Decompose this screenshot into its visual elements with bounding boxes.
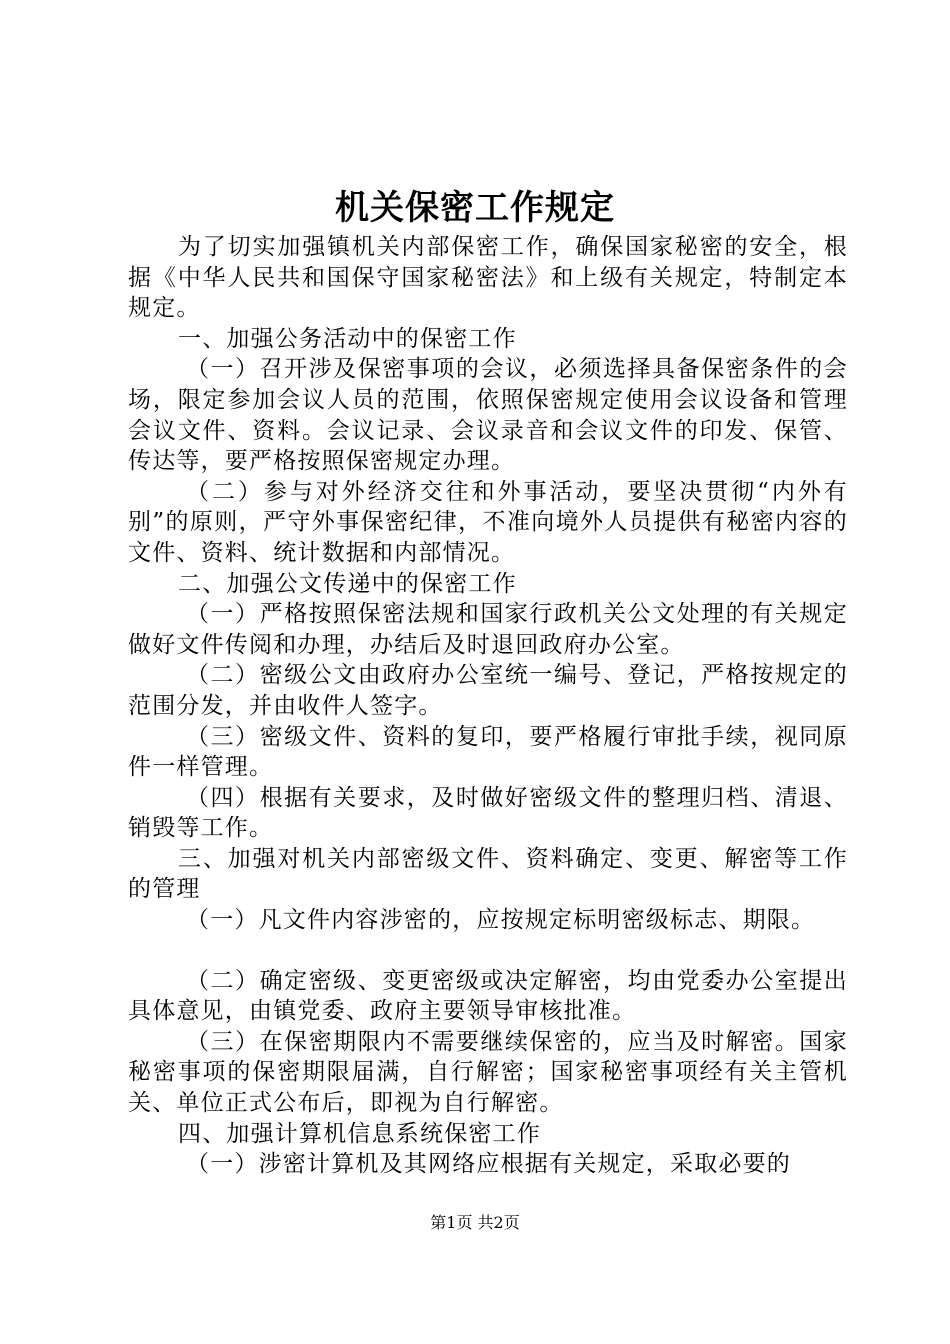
section-1-item-2: （二）参与对外经济交往和外事活动，要坚决贯彻“内外有别”的原则，严守外事保密纪律，不准向境外人员提供有秘密内容的文件、资料、统计数据和内部情况。 (128, 478, 848, 566)
section-1-item-1: （一）召开涉及保密事项的会议，必须选择具备保密条件的会场，限定参加会议人员的范围，依照保密规定使用会议设备和管理会议文件、资料。会议记录、会议录音和会议文件的印发、保管、传达等，要严格按照保密规定办理。 (128, 356, 848, 475)
section-3-item-2: （二）确定密级、变更密级或决定解密，均由党委办公室提出具体意见，由镇党委、政府主要领导审核批准。 (128, 967, 848, 1025)
section-3-item-1: （一）凡文件内容涉密的，应按规定标明密级标志、期限。 (186, 907, 816, 934)
section-2-item-2: （二）密级公文由政府办公室统一编号、登记，严格按规定的范围分发，并由收件人签字。 (128, 662, 848, 719)
section-3-item-3: （三）在保密期限内不需要继续保密的，应当及时解密。国家秘密事项的保密期限届满，自行解密；国家秘密事项经有关主管机关、单位正式公布后，即视为自行解密。 (128, 1028, 848, 1117)
section-2-item-3: （三）密级文件、资料的复印，要严格履行审批手续，视同原件一样管理。 (128, 723, 848, 781)
section-heading-4: 四、加强计算机信息系统保密工作 (178, 1120, 541, 1147)
document-title: 机关保密工作规定 (335, 188, 615, 228)
section-heading-3: 三、加强对机关内部密级文件、资料确定、变更、解密等工作的管理 (128, 845, 848, 903)
section-4-item-1: （一）涉密计算机及其网络应根据有关规定，采取必要的 (186, 1151, 791, 1178)
section-heading-2: 二、加强公文传递中的保密工作 (178, 570, 517, 597)
section-heading-1: 一、加强公务活动中的保密工作 (178, 325, 517, 352)
document-body (128, 232, 848, 1180)
intro-paragraph: 为了切实加强镇机关内部保密工作，确保国家秘密的安全，根据《中华人民共和国保守国家秘密法》和上级有关规定，特制定本规定。 (128, 234, 848, 322)
section-2-item-1: （一）严格按照保密法规和国家行政机关公文处理的有关规定做好文件传阅和办理，办结后及时退回政府办公室。 (128, 601, 848, 658)
page-footer: 第1页 共2页 (430, 1213, 520, 1232)
section-2-item-4: （四）根据有关要求，及时做好密级文件的整理归档、清退、销毁等工作。 (128, 784, 848, 842)
